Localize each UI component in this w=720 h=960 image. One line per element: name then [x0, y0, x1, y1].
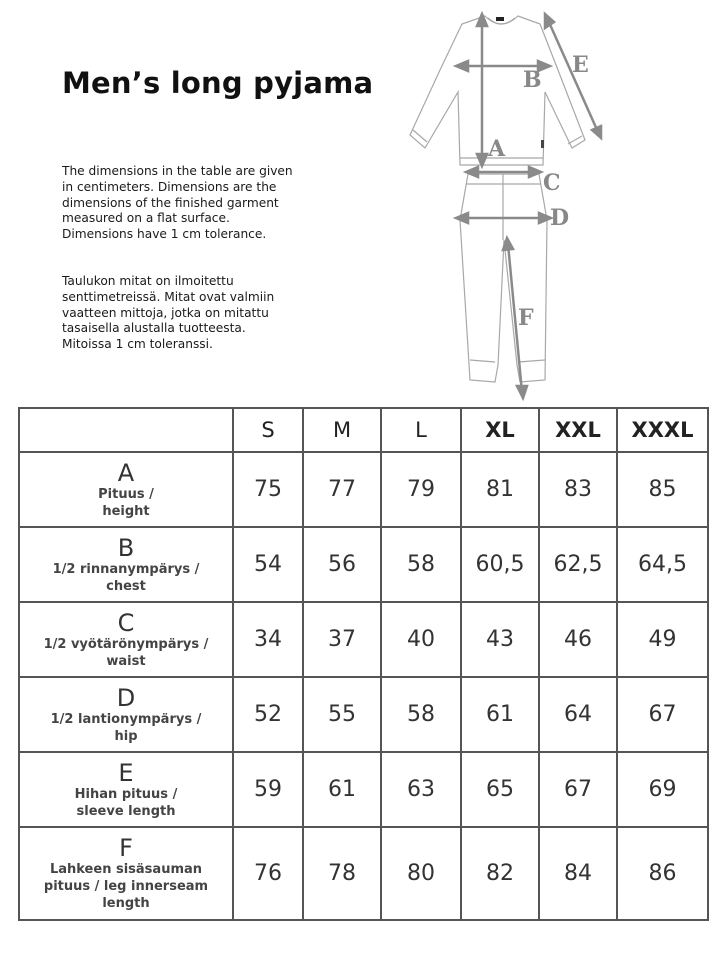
measurement-label-cell: [19, 677, 233, 752]
measurement-description: 1/2 lantionympärys / hip: [50, 711, 202, 744]
corner-cell: [19, 408, 233, 452]
page-title: Men’s long pyjama: [62, 66, 374, 100]
table-row: [19, 827, 708, 920]
description-finnish: Taulukon mitat on ilmoitettu senttimetreissä. Mitat ovat valmiin vaatteen mittoja, jotka on mitattu tasaisella alustalla tuotteesta. Mitoissa 1 cm toleranssi.: [62, 274, 275, 352]
size-value-cell: 55: [303, 677, 381, 752]
description-english: The dimensions in the table are given in centimeters. Dimensions are the dimensions of the finished garment measured on a flat surface. Dimensions have 1 cm tolerance.: [62, 164, 293, 242]
size-header: XXL: [539, 408, 617, 452]
size-value-cell: 43: [461, 602, 539, 677]
measurement-label-cell: [19, 752, 233, 827]
size-value-cell: 60,5: [461, 527, 539, 602]
size-value-cell: 61: [303, 752, 381, 827]
label-b: B: [523, 67, 542, 93]
size-header: XXXL: [617, 408, 708, 452]
size-header: L: [381, 408, 461, 452]
measurement-description: 1/2 rinnanympärys / chest: [52, 561, 200, 594]
size-table: [18, 407, 709, 921]
measurement-letter: C: [117, 608, 135, 637]
size-value-cell: 58: [381, 677, 461, 752]
size-value-cell: 37: [303, 602, 381, 677]
label-c: C: [543, 170, 561, 196]
size-value-cell: 69: [617, 752, 708, 827]
size-value-cell: 81: [461, 452, 539, 527]
measurement-description: Hihan pituus / sleeve length: [74, 786, 178, 819]
size-value-cell: 54: [233, 527, 303, 602]
measurement-letter: F: [119, 834, 133, 862]
size-value-cell: 67: [617, 677, 708, 752]
size-header: M: [303, 408, 381, 452]
measurement-description: 1/2 vyötärönympärys / waist: [43, 636, 209, 669]
size-value-cell: 80: [381, 827, 461, 920]
size-value-cell: 64: [539, 677, 617, 752]
label-d: D: [550, 205, 570, 231]
measurement-description: Lahkeen sisäsauman pituus / leg innerseam length: [43, 862, 209, 911]
pants-outline: [460, 174, 547, 382]
table-row: [19, 527, 708, 602]
size-value-cell: 86: [617, 827, 708, 920]
size-value-cell: 76: [233, 827, 303, 920]
size-value-cell: 59: [233, 752, 303, 827]
label-a: A: [488, 136, 506, 162]
garment-illustration: [400, 0, 640, 405]
size-value-cell: 46: [539, 602, 617, 677]
size-header: XL: [461, 408, 539, 452]
size-value-cell: 49: [617, 602, 708, 677]
measurement-description: Pituus / height: [98, 486, 154, 519]
table-row: [19, 452, 708, 527]
size-value-cell: 67: [539, 752, 617, 827]
size-value-cell: 83: [539, 452, 617, 527]
size-value-cell: 77: [303, 452, 381, 527]
size-value-cell: 34: [233, 602, 303, 677]
table-row: [19, 602, 708, 677]
table-row: [19, 677, 708, 752]
size-value-cell: 79: [381, 452, 461, 527]
size-header-row: [19, 408, 708, 452]
size-value-cell: 63: [381, 752, 461, 827]
size-value-cell: 64,5: [617, 527, 708, 602]
measurement-letter: B: [117, 533, 135, 562]
size-value-cell: 75: [233, 452, 303, 527]
size-value-cell: 65: [461, 752, 539, 827]
size-value-cell: 58: [381, 527, 461, 602]
label-f: F: [518, 305, 534, 331]
size-value-cell: 85: [617, 452, 708, 527]
size-value-cell: 84: [539, 827, 617, 920]
measurement-letter: A: [117, 458, 135, 487]
table-row: [19, 752, 708, 827]
size-value-cell: 62,5: [539, 527, 617, 602]
size-value-cell: 78: [303, 827, 381, 920]
measurement-label-cell: [19, 527, 233, 602]
measurement-letter: D: [116, 683, 136, 712]
shirt-tag-icon: [496, 17, 504, 21]
size-value-cell: 40: [381, 602, 461, 677]
size-header: S: [233, 408, 303, 452]
measurement-label-cell: [19, 827, 233, 920]
size-value-cell: 82: [461, 827, 539, 920]
label-e: E: [572, 52, 589, 78]
size-value-cell: 52: [233, 677, 303, 752]
measurement-letter: E: [118, 758, 134, 787]
measurement-label-cell: [19, 602, 233, 677]
measurement-label-cell: [19, 452, 233, 527]
size-value-cell: 61: [461, 677, 539, 752]
size-value-cell: 56: [303, 527, 381, 602]
